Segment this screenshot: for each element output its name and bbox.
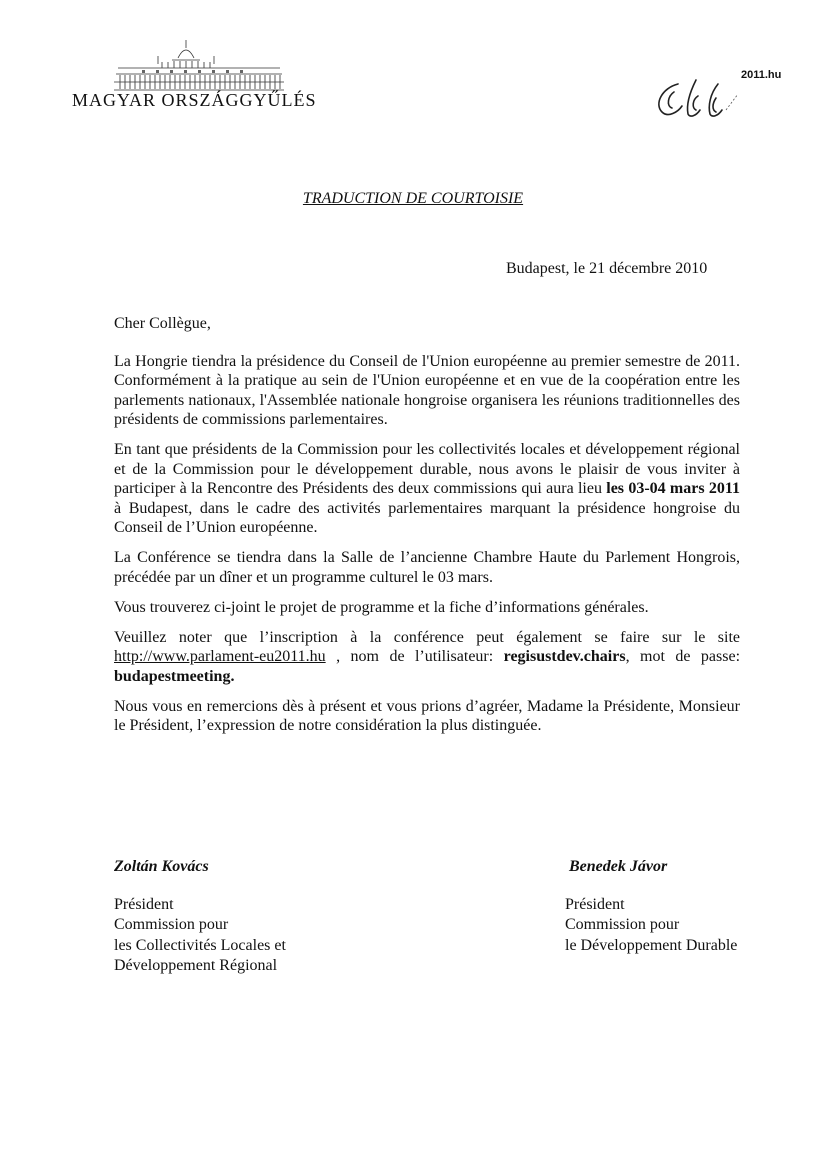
letter-body (114, 314, 740, 746)
paragraph-5 (114, 628, 740, 687)
parliament-name: MAGYAR ORSZÁGGYŰLÉS (72, 90, 317, 110)
username-value: regisustdev.chairs (503, 648, 626, 665)
paragraph-6: Nous vous en remercions dès à présent et vous prions d’agréer, Madame la Présidente, Monsieur le Président, l’expression de notre considération la plus distinguée. (114, 697, 740, 734)
meeting-dates: les 03-04 mars 2011 (606, 480, 740, 497)
signatory-role: Président (114, 895, 174, 913)
paragraph-2 (114, 440, 740, 538)
paragraph-1: La Hongrie tiendra la présidence du Conseil de l'Union européenne au premier semestre de 2011. Conformément à la pratique au sein de l'Union européenne et en vue de la coopération entre les parlements nationaux, l'Assemblée nationale hongroise organisera les réunions traditionnelles des présidents de commissions parlementaires. (114, 352, 740, 428)
paragraph-3: La Conférence se tiendra dans la Salle de l’ancienne Chambre Haute du Parlement Hongrois, précédée par un dîner et un programme culturel le 03 mars. (114, 549, 740, 586)
parliament-building-icon (112, 38, 286, 96)
paragraph-4: Vous trouverez ci-joint le projet de programme et la fiche d’informations générales. (114, 598, 649, 616)
paragraph-5-text: Veuillez noter que l’inscription à la conférence peut également se faire sur le site (114, 628, 740, 646)
salutation: Cher Collègue, (114, 315, 211, 332)
document-title: TRADUCTION DE COURTOISIE (302, 190, 524, 207)
signature-block-right (565, 857, 737, 956)
paragraph-5-text-mid: , nom de l’utilisateur: (325, 648, 504, 665)
paragraph-2-text-end: à Budapest, dans le cadre des activités parlementaires marquant la présidence hongroise du Conseil de l’Union européenne. (114, 499, 740, 536)
signatory-commission-line: Commission pour (565, 916, 680, 933)
signatory-name: Zoltán Kovács (114, 858, 209, 875)
signatory-name: Benedek Jávor (569, 858, 668, 875)
signatory-role: Président (565, 895, 625, 913)
signatory-commission-line: le Développement Durable (565, 936, 738, 954)
signatory-commission-line: Développement Régional (114, 957, 278, 974)
signatory-commission-line: Commission pour (114, 916, 229, 933)
signature-block-left (114, 857, 286, 977)
date-line: Budapest, le 21 décembre 2010 (506, 260, 708, 277)
password-value: budapestmeeting. (114, 667, 235, 685)
paragraph-5-text-pass: , mot de passe: (625, 648, 741, 665)
paragraph-2-text: En tant que présidents de la Commission pour les collectivités locales et développement régional et de la Commission pour le développement durable, nous avons le plaisir de vous inviter à participer à la Rencontre des Présidents des deux commissions qui aura lieu (114, 441, 740, 497)
eu2011-signature-logo-icon (652, 74, 742, 122)
signatory-commission-line: les Collectivités Locales et (114, 936, 286, 954)
presidency-domain: 2011.hu (741, 69, 782, 81)
registration-link[interactable]: http://www.parlament-eu2011.hu (114, 648, 326, 665)
